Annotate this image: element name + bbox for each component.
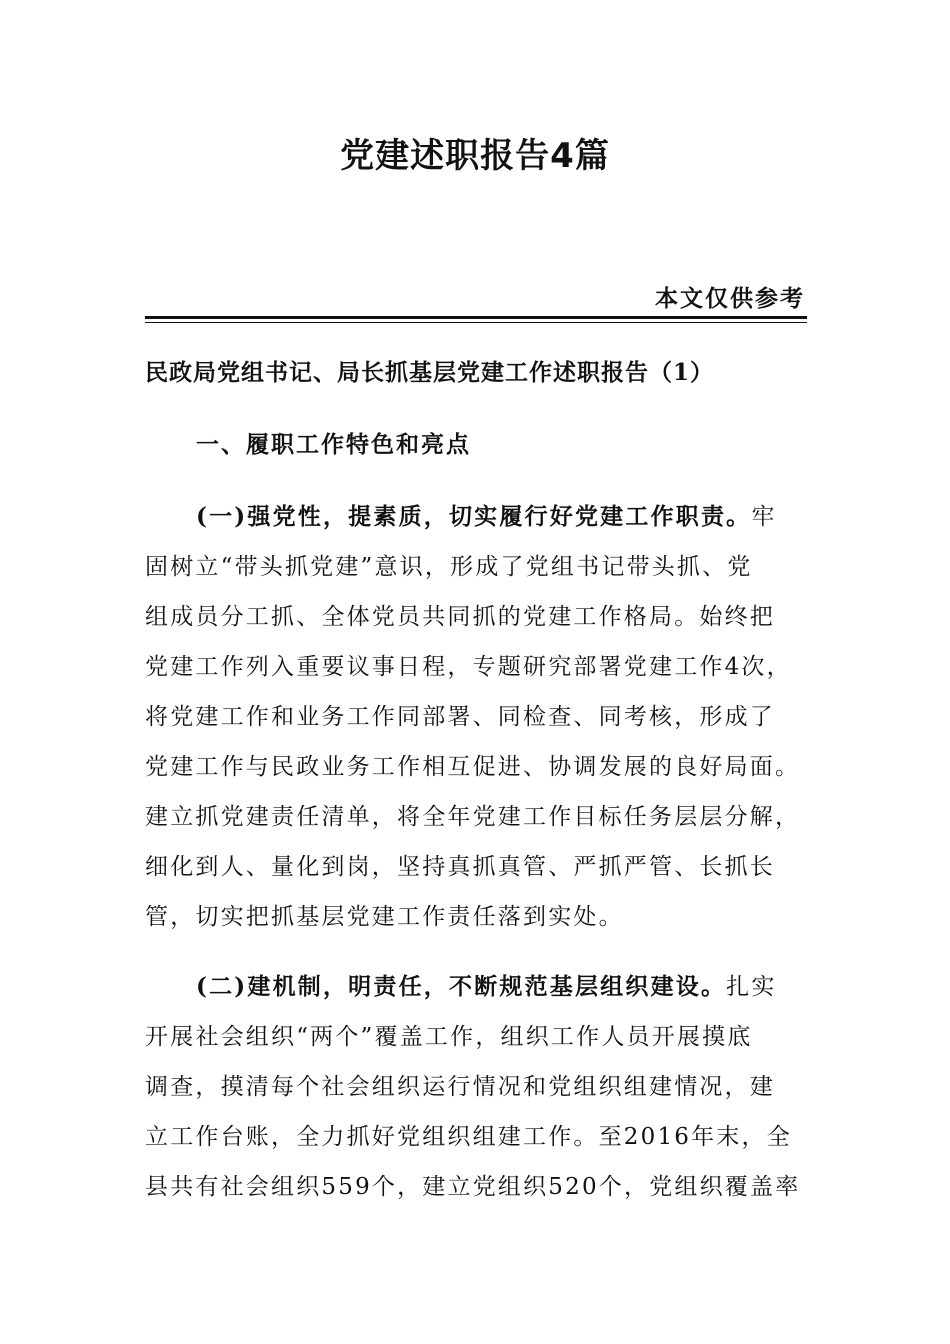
section-heading: 一、履职工作特色和亮点 bbox=[196, 431, 471, 458]
document-title: 党建述职报告4篇 bbox=[340, 136, 610, 176]
paragraph-lead: (一)强党性，提素质，切实履行好党建工作职责。 bbox=[196, 503, 752, 530]
paragraph-line: 建立抓党建责任清单，将全年党建工作目标任务层层分解， bbox=[145, 804, 801, 830]
report-heading: 民政局党组书记、局长抓基层党建工作述职报告（1） bbox=[145, 359, 715, 386]
paragraph-line: 组成员分工抓、全体党员共同抓的党建工作格局。始终把 bbox=[145, 604, 775, 630]
paragraph-line: 党建工作与民政业务工作相互促进、协调发展的良好局面。 bbox=[145, 754, 801, 780]
body-paragraph bbox=[145, 492, 807, 942]
paragraph-line: 固树立“带头抓党建”意识，形成了党组书记带头抓、党 bbox=[145, 554, 753, 580]
paragraph-line: 管，切实把抓基层党建工作责任落到实处。 bbox=[145, 904, 624, 930]
reference-note: 本文仅供参考 bbox=[655, 285, 805, 312]
paragraph-line: 细化到人、量化到岗，坚持真抓真管、严抓严管、长抓长 bbox=[145, 854, 775, 880]
paragraph-line: 调查，摸清每个社会组织运行情况和党组织组建情况，建 bbox=[145, 1074, 775, 1100]
header-divider-thin bbox=[145, 322, 807, 323]
paragraph-line: 开展社会组织“两个”覆盖工作，组织工作人员开展摸底 bbox=[145, 1024, 753, 1050]
paragraph-line: 县共有社会组织559个，建立党组织520个，党组织覆盖率 bbox=[145, 1174, 801, 1200]
paragraph-first-line bbox=[145, 492, 807, 542]
paragraph-text: 扎实 bbox=[726, 974, 777, 1000]
paragraph-text: 牢 bbox=[751, 504, 777, 530]
header-divider-thick bbox=[145, 316, 807, 319]
paragraph-first-line bbox=[145, 962, 807, 1012]
body-paragraph bbox=[145, 962, 807, 1212]
paragraph-line: 将党建工作和业务工作同部署、同检查、同考核，形成了 bbox=[145, 704, 775, 730]
paragraph-line: 党建工作列入重要议事日程，专题研究部署党建工作4次， bbox=[145, 654, 792, 680]
paragraph-lead: (二)建机制，明责任，不断规范基层组织建设。 bbox=[196, 973, 727, 1000]
paragraph-line: 立工作台账，全力抓好党组织组建工作。至2016年末，全 bbox=[145, 1124, 792, 1150]
